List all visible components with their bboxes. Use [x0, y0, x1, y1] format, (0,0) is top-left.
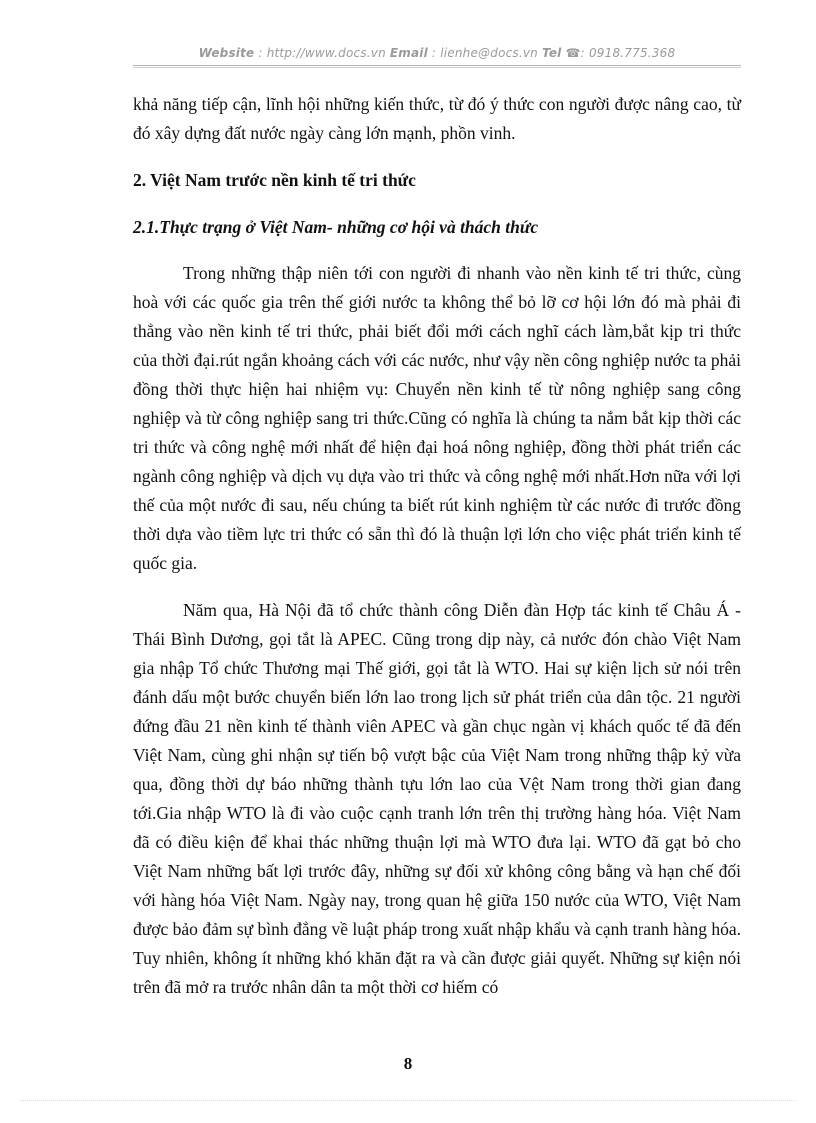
bottom-divider [20, 1100, 796, 1101]
website-link[interactable]: http://www.docs.vn [266, 46, 386, 60]
paragraph-1: Trong những thập niên tới con người đi nhanh vào nền kinh tế tri thức, cùng hoà với các quốc gia trên thế giới nước ta không thể bỏ lỡ cơ hội lớn đó mà phải đi thẳng vào nền kinh tế tri thức, phải biết đổi mới cách nghĩ cách làm,bắt kịp tri thức của thời đại.rút ngắn khoảng cách với các nước, như vậy nền công nghiệp nước ta phải đồng thời thực hiện hai nhiệm vụ: Chuyển nền kinh tế từ nông nghiệp sang công nghiệp và từ công nghiệp sang tri thức.Cũng có nghĩa là chúng ta nắm bắt kịp thời các tri thức và công nghệ mới nhất để hiện đại hoá nông nghiệp, đồng thời phát triển các ngành công nghiệp và dịch vụ dựa vào tri thức và công nghệ mới nhất.Hơn nữa với lợi thế của một nước đi sau, nếu chúng ta biết rút kinh nghiệm từ các nước đi trước đồng thời dựa vào tiềm lực tri thức có sẵn thì đó là thuận lợi lớn cho việc phát triển kinh tế quốc gia. [133, 263, 741, 573]
intro-paragraph: khả năng tiếp cận, lĩnh hội những kiến thức, từ đó ý thức con người được nâng cao, từ đó xây dựng đất nước ngày càng lớn mạnh, phồn vinh. [133, 94, 741, 143]
section-heading: 2. Việt Nam trước nền kinh tế tri thức [133, 170, 416, 190]
tel-value: 0918.775.368 [588, 46, 676, 60]
subsection-heading: 2.1.Thực trạng ở Việt Nam- những cơ hội và thách thức [133, 217, 539, 237]
page-header: Website : http://www.docs.vn Email : lienhe@docs.vn Tel ☎: 0918.775.368 [198, 46, 676, 60]
website-label: Website [198, 46, 255, 60]
page-number: 8 [403, 1054, 413, 1073]
paragraph-2: Năm qua, Hà Nội đã tổ chức thành công Diễn đàn Hợp tác kinh tế Châu Á - Thái Bình Dương, gọi tắt là APEC. Cũng trong dịp này, cả nước đón chào Việt Nam gia nhập Tổ chức Thương mại Thế giới, gọi tắt là WTO. Hai sự kiện lịch sử nói trên đánh dấu một bước chuyển biến lớn lao trong lịch sử phát triển của dân tộc. 21 người đứng đầu 21 nền kinh tế thành viên APEC và gần chục ngàn vị khách quốc tế đã đến Việt Nam, cùng ghi nhận sự tiến bộ vượt bậc của Việt Nam trong những thập kỷ vừa qua, đồng thời dự báo những thành tựu lớn lao của Vệt Nam trong thời gian đang tới.Gia nhập WTO là đi vào cuộc cạnh tranh lớn trên thị trường hàng hóa. Việt Nam đã có điều kiện để khai thác những thuận lợi mà WTO đưa lại. WTO đã gạt bỏ cho Việt Nam những bất lợi trước đây, những sự đối xử không công bằng và hạn chế đối với hàng hóa Việt Nam. Ngày nay, trong quan hệ giữa 150 nước của WTO, Việt Nam được bảo đảm sự bình đẳng về luật pháp trong xuất nhập khẩu và cạnh tranh hàng hóa. Tuy nhiên, không ít những khó khăn đặt ra và cần được giải quyết. Những sự kiện nói trên đã mở ra trước nhân dân ta một thời cơ hiếm có [133, 600, 741, 997]
email-label: Email [389, 46, 428, 60]
phone-icon: ☎ [565, 46, 581, 60]
document-body [133, 90, 741, 1002]
tel-label: Tel [542, 46, 562, 60]
header-divider [133, 65, 741, 68]
email-link[interactable]: lienhe@docs.vn [440, 46, 538, 60]
